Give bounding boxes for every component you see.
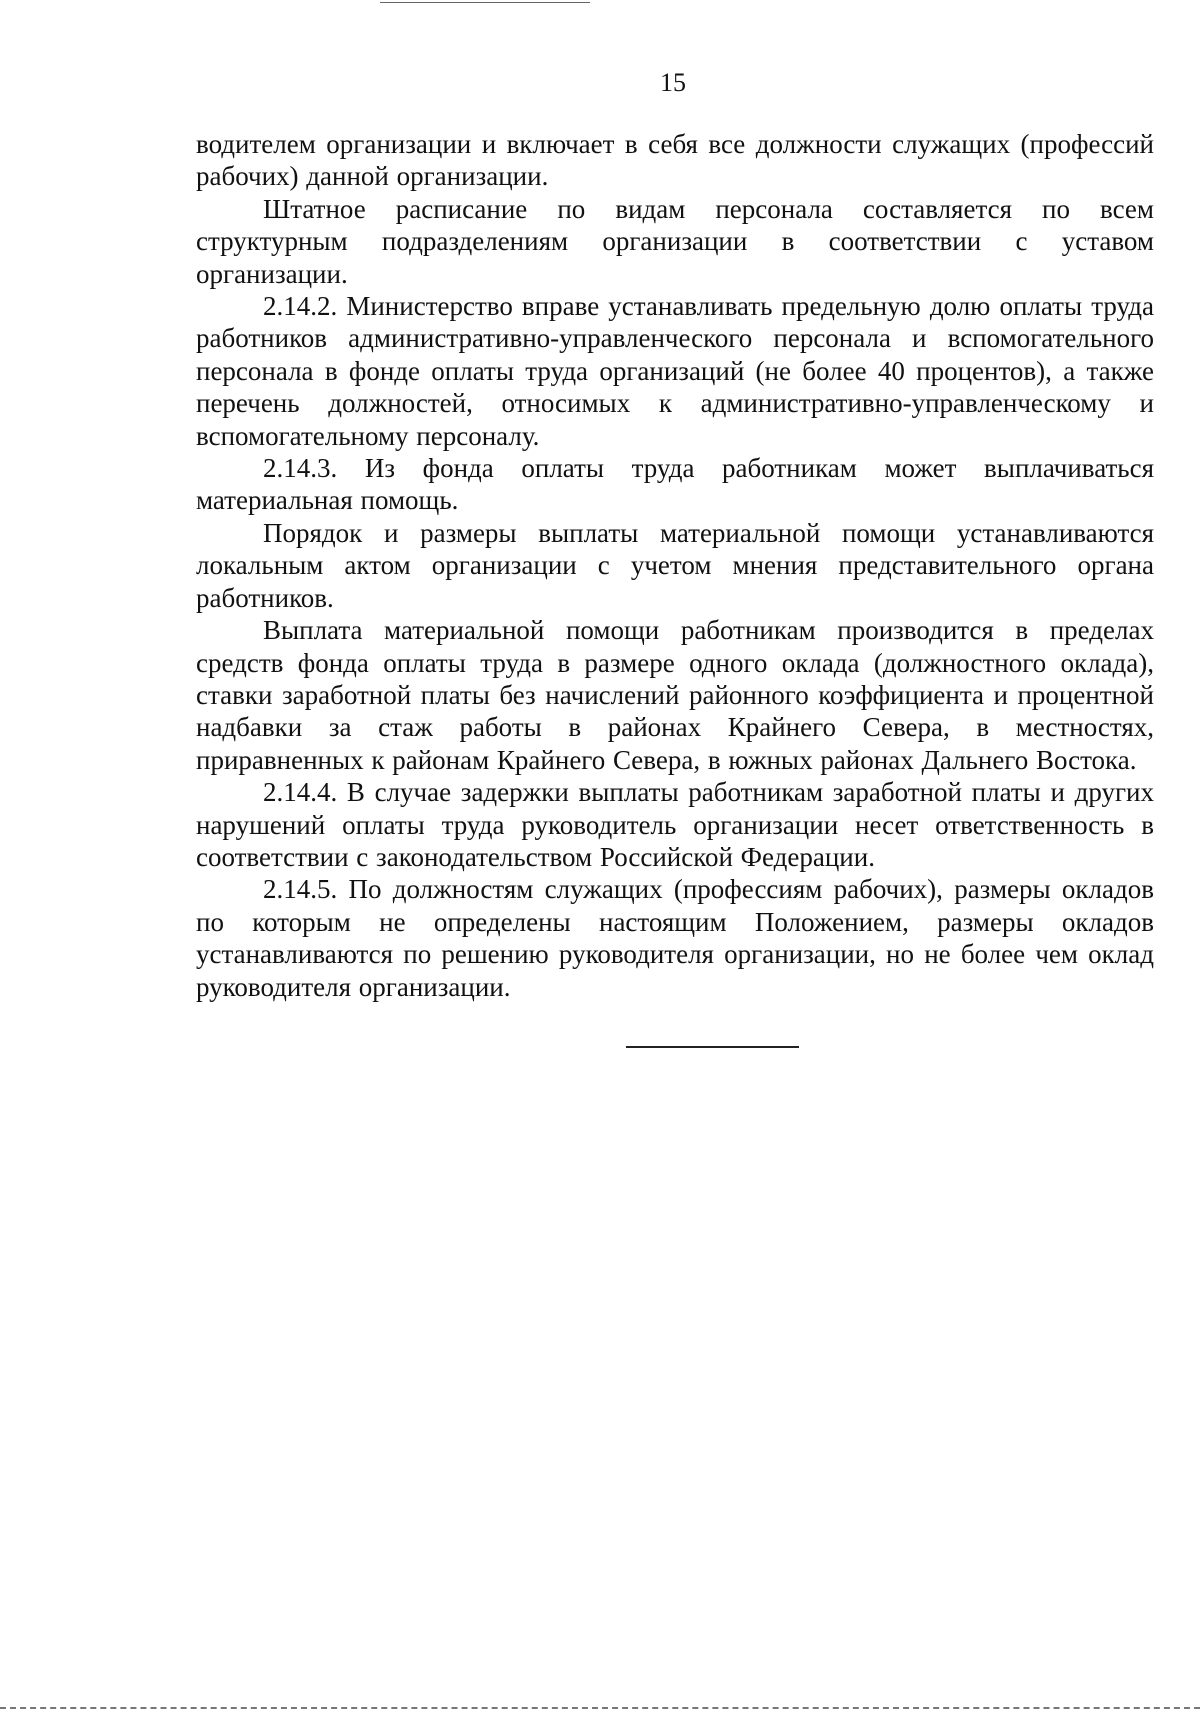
- paragraph-2-14-3: 2.14.3. Из фонда оплаты труда работникам может выплачиваться материальная помощь.: [196, 453, 1154, 516]
- paragraph-2-14-2: 2.14.2. Министерство вправе устанавливать предельную долю оплаты труда работников административно-управленческого персонала и вспомогательного персонала в фонде оплаты труда организаций (не более 40 процентов), а также перечень должностей, относимых к административно-управленческому и вспомогательному персоналу.: [196, 291, 1154, 451]
- paragraph-continuation: водителем организации и включает в себя все должности служащих (профессий рабочих) данной организации.: [196, 129, 1154, 192]
- body-text: [196, 128, 1154, 1003]
- paragraph-2-14-4: 2.14.4. В случае задержки выплаты работникам заработной платы и других нарушений оплаты труда руководитель организации несет ответственность в соответствии с законодательством Российской Федерации.: [196, 777, 1154, 872]
- end-separator-line: [626, 1046, 799, 1048]
- paragraph-material-aid-payment: Выплата материальной помощи работникам производится в пределах средств фонда оплаты труда в размере одного оклада (должностного оклада), ставки заработной платы без начислений районного коэффициента и процентной надбавки за стаж работы в районах Крайнего Севера, в местностях, приравненных к районам Крайнего Севера, в южных районах Дальнего Востока.: [196, 615, 1154, 775]
- page-number: 15: [660, 68, 686, 97]
- scan-edge-rule: [380, 2, 590, 3]
- paragraph-2-14-5: 2.14.5. По должностям служащих (профессиям рабочих), размеры окладов по которым не определены настоящим Положением, размеры окладов устанавливаются по решению руководителя организации, но не более чем оклад руководителя организации.: [196, 874, 1154, 1002]
- scan-bottom-edge: [0, 1707, 1200, 1709]
- paragraph-staffing-schedule: Штатное расписание по видам персонала составляется по всем структурным подразделениям организации в соответствии с уставом организации.: [196, 193, 1154, 289]
- paragraph-material-aid-procedure: Порядок и размеры выплаты материальной помощи устанавливаются локальным актом организации с учетом мнения представительного органа работников.: [196, 517, 1154, 613]
